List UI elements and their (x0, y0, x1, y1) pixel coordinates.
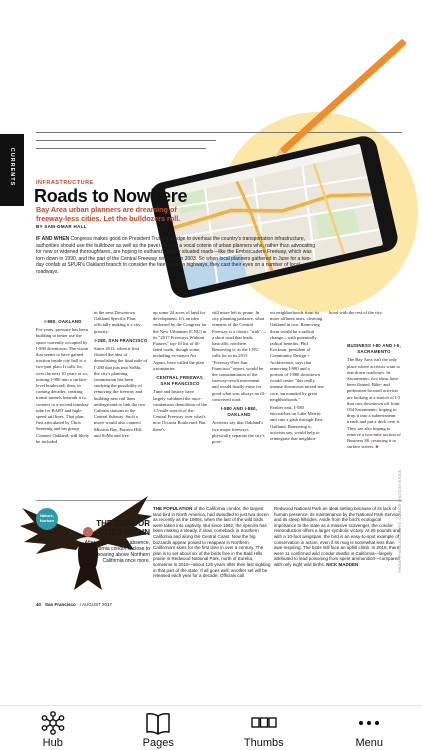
condor-body-2 (274, 506, 402, 568)
column-1 (36, 316, 90, 447)
folio-page: 40 (36, 602, 42, 607)
column-text: Activists say that Oakland's two major freeways physically separate the city's poor- (212, 420, 265, 445)
column-6 (329, 310, 383, 318)
condor-credit: NICK MADDEN (326, 561, 359, 567)
hub-label: Hub (42, 737, 63, 749)
folio-date: / AUGUST 2017 (79, 602, 112, 607)
column-5 (270, 310, 324, 444)
condor-body-1-text: of the California condor, the largest land bird in North America, had dwindled to just two dozen as recently as the 1980s, when the last of the wild birds were taken into captivity. But since 1992, the species has been making a steady, if slow, comeback in Southern California and along the Central Coast. Now the big buzzards appear poised to reappear in Northern California's skies for the first time in over a century. The plan is to set about six of the birds free in the Bald Hills prairie in Redwood National Park, north of Eureka, sometime in 2019—about 125 years after their last sighting in that part of the state. If all goes well, another set will be released each year for a decade. Officials call (153, 506, 271, 579)
menu-button[interactable] (317, 706, 422, 750)
condor-title: THE CONDOR FLIES AGAIN (96, 519, 150, 537)
folio (36, 602, 112, 607)
column-text: Since 2012, when it first floated the idea of demolishing the final mile of I-280 that juts into SoMa, the city's planning commission has been studying the possibility of removing the freeway and building new rail lines underground to link the two Caltrain stations to the Central Subway. Such a move would also connect Mission Bay, Potrero Hill, and SoMa and free (94, 346, 148, 438)
condor-body-2-text: Redwood National Park an ideal setting because of its lack of human presence, its maintenance by the National Park Service, and its steep hillsides. Aside from the bird's ecological importance to the state as a massive scavenger, the condor reintroduction offers a larger symbolic victory. At 25 pounds and with a 10-foot wingspan, the bird is an easy-to-spot example of conservation in action, even if its mug is somewhat less than awe-inspiring. The birds still face an uphill climb. In 2016, there were 11 confirmed wild condor deaths in California—largely attributed to lead poisoning from spent ammunition—compared with only eight wild births. (274, 506, 401, 567)
folio-magazine: San Francisco (45, 602, 76, 607)
thumbs-button[interactable] (211, 706, 317, 750)
condor-body-1 (153, 506, 271, 579)
intro-text: Congress makes good on President Trump's pledge to overhaul the country's transportation infrastructure, authorities should use the bulldozer as well as the paver. So say a vocal coterie of urban planners who, rather than advocating for new or widened thoroughfares, are hoping to euthanize poorly situated roads—like the Embarcadero Freeway, which was torn down in 1990, and the part of the Central Freeway removed in 2003. So when local planners gathered in June for a two-day confab at SPUR's Oakland branch to consider the fate of urban highways, they cast their eyes on a number of local roadways. (36, 236, 316, 275)
more-icon (356, 711, 382, 735)
thumbs-label: Thumbs (243, 737, 284, 749)
kicker: INFRASTRUCTURE (36, 180, 94, 186)
pages-label: Pages (142, 737, 174, 749)
column-7 (347, 340, 401, 452)
column-text: For years, pressure has been building to better use the space currently occupied by I-980 downtown. The vision that seems to have gained traction inside city hall is a two-part plan: It calls for, over the next 10 years or so, turning I-980 into a surface-level boulevard; then, in coming decades, creating transit tunnels beneath it to connect to a second transbay tube for BART and high-speed rail lines. That plan, first articulated by Chris Sensenig and his group Connect Oakland, will likely be included (36, 327, 90, 444)
column-text: Farther east, I-580 encroaches on Lake Merritt and cuts a gash through East Oakland. Removing it, activists say, would help to reintegrate that neighbor- (270, 405, 323, 442)
photo-credit: PHONE: IPHONE/JULIA ASPRO; CONDOR: PHOTO BY ISTOCK (398, 470, 402, 573)
subhead-i580-i880: I-580 AND I-880, OAKLAND (220, 406, 258, 418)
header-rule-2 (36, 140, 216, 141)
column-text-span: The Bay Area isn't the only place where activists want to tear down roadways. In Sacramento, two ideas have been floated. Bike- and pedestrian-focused activists are looking at a stretch of I-5 that cuts downtown off from Old Sacramento, hoping to drop it into a subterranean trench and put a deck over it. They are also hoping to remove a two-mile section of Business 80, restoring it to surface streets. (347, 357, 401, 450)
column-text (347, 357, 401, 450)
hub-button[interactable] (0, 706, 106, 750)
condor-subtitle: After a century-long absence, the California condor is close to soaring above Northern California once more. (80, 540, 150, 564)
dek: Bay Area urban planners are dreaming of freeway-less cities. Let the bulldozers roll. (36, 205, 181, 223)
menu-label: Menu (355, 737, 384, 749)
intro-paragraph (36, 236, 316, 276)
column-text: still more left to prune. In city planning parlance, what remains of the Central Freeway is a classic "stub"—a short road that leads, basically, nowhere. Removing it, as the CNU calls for in its 2015 "Freeway-Free San Francisco" report, would be the consummation of the freeway-revolt movement and would finally erase for good what was always an ill-conceived road. (212, 310, 266, 402)
column-text: est neighborhoods from its more affluent ones, cleaving Oakland in two. Removing them would be a radical change—with potentially radical benefits. Phil Erickson, president of Community Design + Architecture, says that removing I-980 and a portion of I-880 downtown would create "this really intense downtown mixed-use core, surrounded by great neighborhoods." (270, 310, 324, 402)
headline: Roads to Nowhere (34, 186, 188, 206)
header-rule-3 (36, 148, 206, 149)
nature-nurture-badge: Nature, Nurture (36, 508, 58, 530)
bottom-toolbar (0, 705, 422, 750)
subhead-i280: I-280, SAN FRANCISCO (94, 337, 148, 343)
section-tab (0, 134, 24, 206)
column-3 (153, 310, 207, 435)
subhead-sacramento: BUSINESS I-80 AND I-5, SACRAMENTO (347, 343, 401, 355)
header-rule (36, 132, 402, 133)
pages-icon (145, 711, 171, 735)
column-text: in the next Downtown Oakland Specific Plan, officially making it a city priority. (94, 310, 141, 334)
pages-button[interactable] (106, 706, 212, 750)
column-4 (212, 310, 266, 447)
subhead-i980: I-980, OAKLAND (44, 319, 82, 324)
column-text: up some 24 acres of land for development. It's an idea endorsed by the Congress for the New Urbanism (CNU) in its "2017 Freeways Without Futures" top-10 list of ill-fated roads, though some, including ex-mayor Art Agnos, have called the plan a nonstarter. (153, 310, 207, 371)
column-text: hood with the rest of the city. (329, 310, 383, 315)
thumbs-icon (251, 711, 277, 735)
byline: BY SAM-OMAR HALL (36, 224, 87, 229)
column-text: Time and history have largely validated the once-contentious demolition of the 1.5-mile stretch of the Central Freeway over what's now Octavia Boulevard. But there's (153, 389, 207, 432)
column-2 (94, 310, 148, 441)
condor-lead: THE POPULATION (153, 506, 193, 511)
section-tab-label: CURRENTS (9, 147, 15, 187)
intro-lead: IF AND WHEN (36, 236, 70, 242)
end-mark: ■ (375, 444, 379, 450)
subhead-central-freeway: CENTRAL FREEWAY, SAN FRANCISCO (156, 375, 204, 387)
hub-icon (40, 711, 66, 735)
